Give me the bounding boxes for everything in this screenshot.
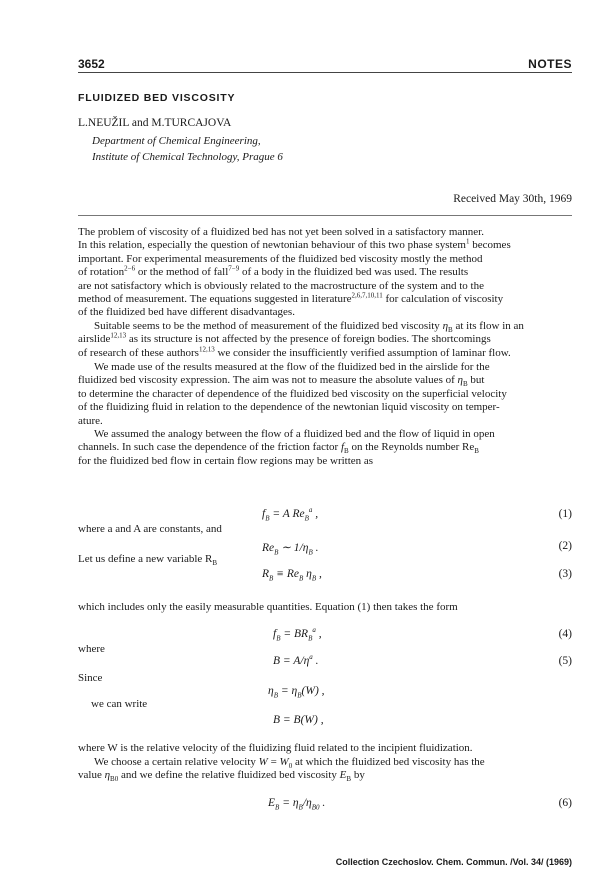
label-define-variable-sub: B [212,559,218,568]
paragraph-analogy: We assumed the analogy between the flow of a fluidized bed and the flow of liquid in open channels. In such case the dependence of the friction factor $f_B$ on the Reynolds number $Re_B$ for the fluidized bed flow in certain flow regions may be written as [78,428,495,467]
equation-viscosity-function: $\eta_B = \eta_B(W)$ , [268,685,325,700]
authors: L.NEUŽIL and M.TURCAJOVA [78,117,232,129]
label-which-includes: which includes only the easily measurable quantities. Equation (1) then takes the form [78,601,458,613]
received-date: Received May 30th, 1969 [453,193,572,205]
equation-2: $Re_B$ ∼ $1/\eta_B$ . [262,542,319,557]
equation-3: $R_B \equiv Re_B$ $\eta_B$ , [262,568,322,583]
equation-1-number: (1) [558,508,572,520]
article-title: FLUIDIZED BED VISCOSITY [78,92,236,104]
label-define-variable [78,553,218,568]
equation-5: $B = A/\eta^a$ . [273,653,319,667]
equation-b-function: B = B(W) , [273,714,324,726]
label-where: where [78,643,105,655]
paragraph-relative-viscosity: We choose a certain relative velocity $W = W_0$ at which the fluidized bed viscosity has the value $\eta_{B0}$ and we define the relative fluidized bed viscosity $E_B$ by [78,756,485,784]
label-since: Since [78,672,103,684]
equation-1: $f_B = A$ $Re_B^a$ , [262,506,319,523]
journal-citation: Collection Czechoslov. Chem. Commun. /Vol. 34/ (1969) [335,857,572,867]
label-relative-velocity: where W is the relative velocity of the fluidizing fluid related to the incipient fluidization. [78,742,473,754]
label-where-constants: where a and A are constants, and [78,523,222,535]
equation-4-number: (4) [558,628,572,640]
equation-4: $f_B = BR_B^a$ , [273,626,322,643]
label-define-variable-text: Let us define a new variable R [78,553,213,565]
paragraph-intro: The problem of viscosity of a fluidized bed has not yet been solved in a satisfactory manner. In this relation, especially the question of newtonian behaviour of this two phase system$^1$ becomes important. For experimental measurements of the fluidized bed viscosity mostly the method of rotation$^{2-6}$ or the method of fall$^{7-9}$ of a body in the fluidized bed was used. The results are not satisfactory which is obviously related to the macrostructure of the system and to the method of measurement. The equations suggested in literature$^{2,6,7,10,11}$ for calculation of viscosity of the fluidized bed have different disadvantages. [78,226,511,319]
paragraph-method: Suitable seems to be the method of measurement of the fluidized bed viscosity $\eta_B$ at its flow in an airslide$^{12,13}$ as its structure is not affected by the presence of foreign bodies. The shortcomings of research of these authors$^{12,13}$ we consider the insufficiently verified assumption of laminar flow. [78,320,524,359]
equation-6: $E_B = \eta_B/\eta_{B0}$ . [268,797,326,812]
separator-rule [78,215,572,216]
label-we-can-write: we can write [91,698,148,710]
affiliation-department: Department of Chemical Engineering, [92,135,261,147]
equation-6-number: (6) [558,797,572,809]
equation-5-number: (5) [558,655,572,667]
equation-2-number: (2) [558,540,572,552]
affiliation-institute: Institute of Chemical Technology, Prague 6 [92,151,283,163]
page-number: 3652 [78,57,105,71]
header-rule [78,72,572,73]
equation-3-number: (3) [558,568,572,580]
section-label: NOTES [528,57,572,71]
paragraph-results: We made use of the results measured at the flow of the fluidized bed in the airslide for the fluidized bed viscosity expression. The aim was not to measure the absolute values of $\eta_B$ but to determine the character of dependence of the fluidized bed viscosity on the superficial velocity of the fluidizing fluid in relation to the dependence of the newtonian liquid viscosity on temper- ature. [78,361,507,427]
